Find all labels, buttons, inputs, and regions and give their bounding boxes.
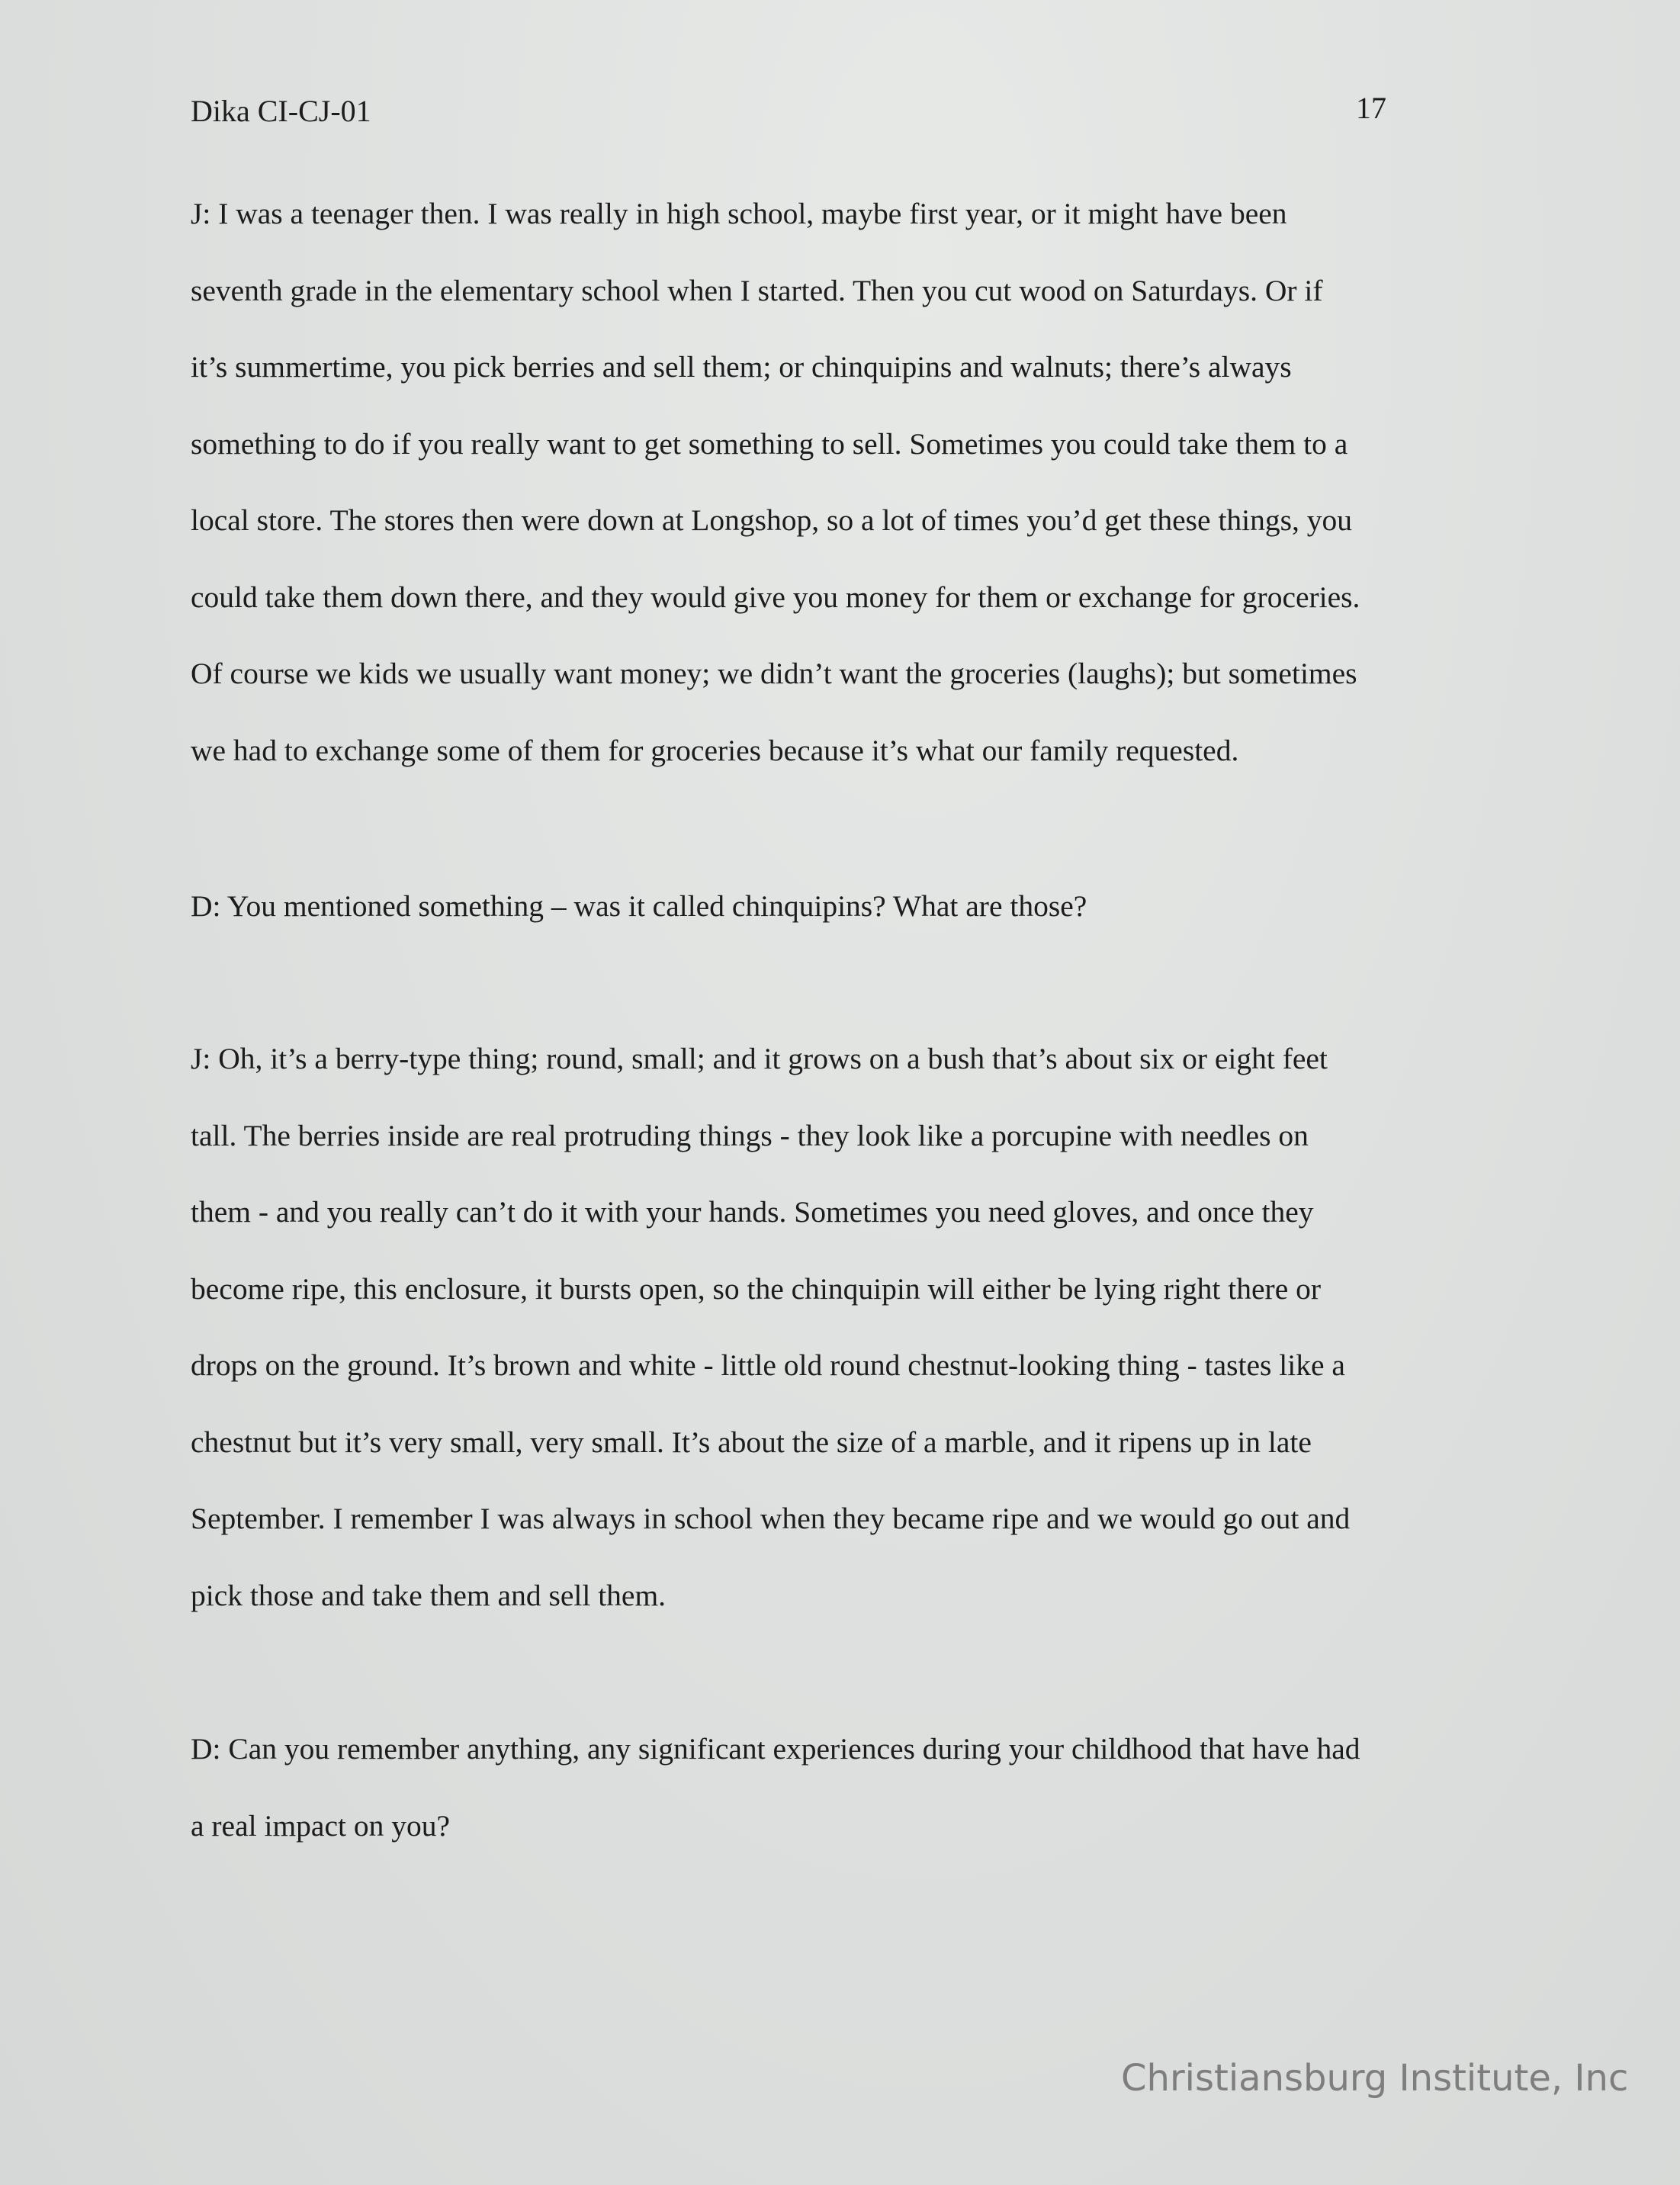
- text-line: become ripe, this enclosure, it bursts open, so the chinquipin will either be lying right there or: [191, 1271, 1322, 1306]
- text-line: J: Oh, it’s a berry-type thing; round, small; and it grows on a bush that’s about six or eight feet: [191, 1042, 1328, 1075]
- text-line: local store. The stores then were down at Longshop, so a lot of times you’d get these things, you: [191, 503, 1353, 537]
- paragraph-answer-1: [191, 175, 1479, 789]
- text-line: chestnut but it’s very small, very small. It’s about the size of a marble, and it ripens up in late: [191, 1425, 1312, 1459]
- text-line: a real impact on you?: [191, 1808, 450, 1843]
- text-line: it’s summertime, you pick berries and sell them; or chinquipins and walnuts; there’s always: [191, 350, 1292, 384]
- text-line: pick those and take them and sell them.: [191, 1578, 667, 1612]
- paragraph-question-2: [191, 1711, 1479, 1864]
- document-id: Dika CI-CJ-01: [191, 94, 371, 128]
- text-line: D: You mentioned something – was it called chinquipins? What are those?: [191, 889, 1087, 923]
- text-line: drops on the ground. It’s brown and white - little old round chestnut-looking thing - tastes like a: [191, 1348, 1345, 1382]
- paragraph-answer-2: [191, 1020, 1479, 1634]
- page-number: 17: [1356, 91, 1386, 125]
- paragraph-question-1: [191, 868, 1479, 945]
- text-line: seventh grade in the elementary school when I started. Then you cut wood on Saturdays. Or if: [191, 273, 1323, 307]
- text-line: tall. The berries inside are real protruding things - they look like a porcupine with needles on: [191, 1118, 1309, 1152]
- watermark: Christiansburg Institute, Inc: [1121, 2057, 1629, 2100]
- text-line: could take them down there, and they would give you money for them or exchange for groceries.: [191, 580, 1360, 614]
- text-line: them - and you really can’t do it with your hands. Sometimes you need gloves, and once they: [191, 1195, 1314, 1229]
- text-line: we had to exchange some of them for groceries because it’s what our family requested.: [191, 733, 1239, 767]
- text-line: D: Can you remember anything, any significant experiences during your childhood that have had: [191, 1732, 1360, 1766]
- text-line: September. I remember I was always in school when they became ripe and we would go out and: [191, 1502, 1351, 1535]
- text-line: Of course we kids we usually want money; we didn’t want the groceries (laughs); but sometimes: [191, 657, 1357, 690]
- text-line: J: I was a teenager then. I was really in high school, maybe first year, or it might have been: [191, 197, 1287, 230]
- text-line: something to do if you really want to get something to sell. Sometimes you could take them to a: [191, 426, 1348, 461]
